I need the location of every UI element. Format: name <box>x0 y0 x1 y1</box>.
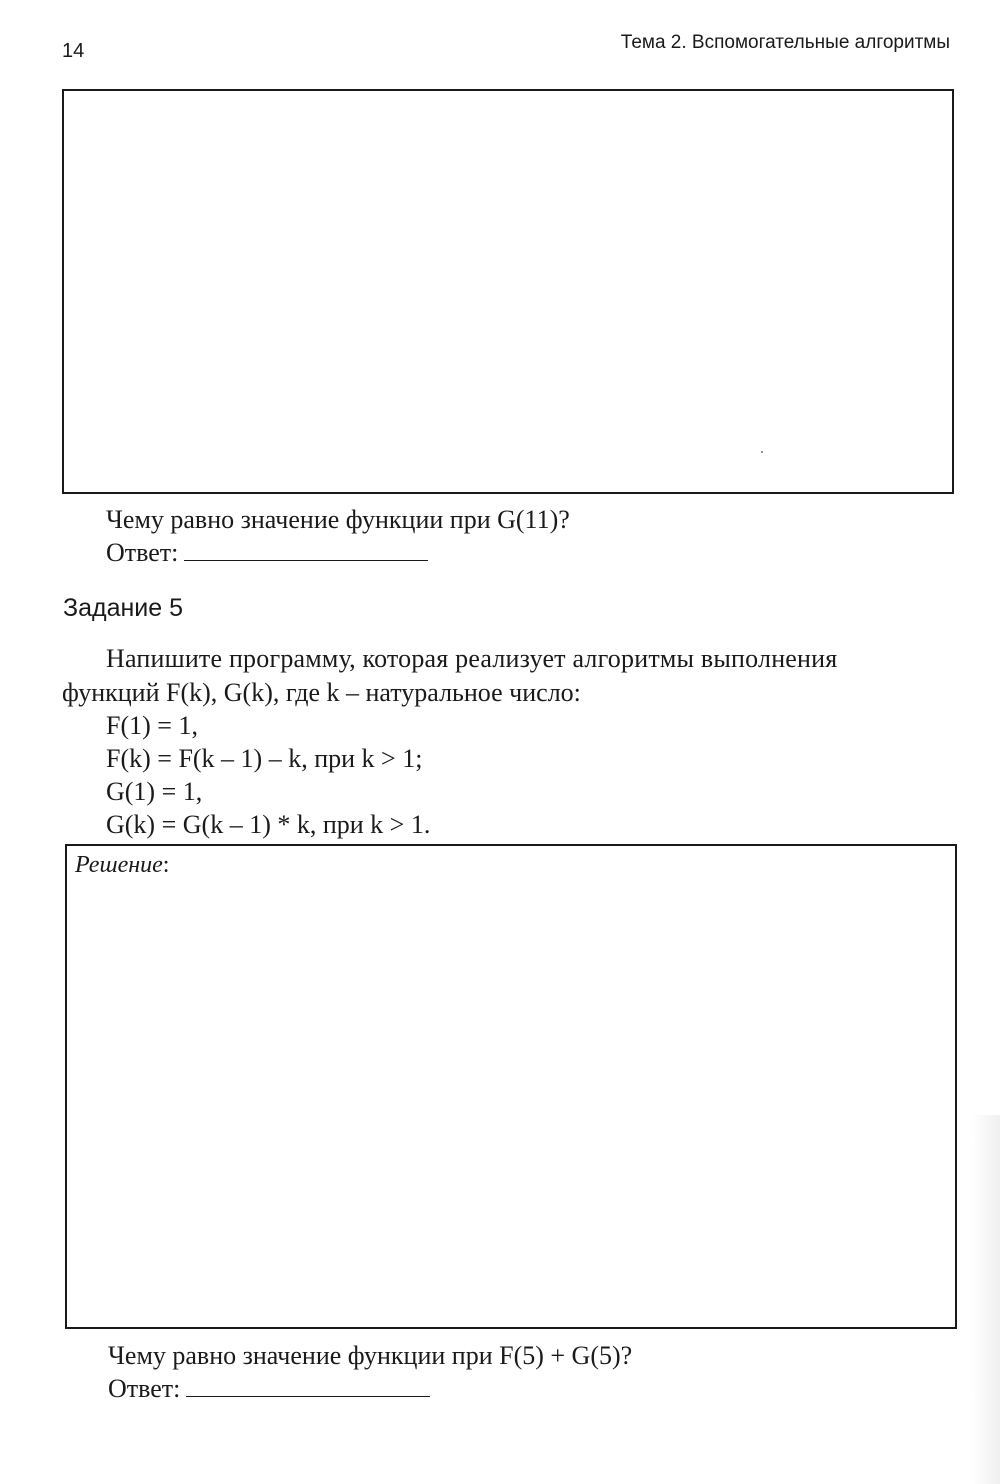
task5-heading: Задание 5 <box>63 594 184 622</box>
task5-intro-line1: Напишите программу, которая реализует алгоритмы выполнения <box>106 644 838 673</box>
task4-question: Чему равно значение функции при G(11)? <box>106 505 570 534</box>
stray-dot <box>761 451 763 453</box>
task4-answer-blank[interactable] <box>184 542 428 561</box>
formula-gk: G(k) = G(k – 1) * k, при k > 1. <box>106 810 431 839</box>
task5-answer-blank[interactable] <box>186 1378 430 1397</box>
task5-question: Чему равно значение функции при F(5) + G(5)? <box>108 1341 633 1370</box>
task4-answer-label: Ответ: <box>106 538 179 567</box>
page-edge-shadow <box>972 1115 1000 1484</box>
solution-label: Решение: <box>75 852 170 878</box>
solution-box-task5[interactable] <box>65 844 957 1329</box>
formula-g1: G(1) = 1, <box>106 777 203 806</box>
task5-intro-line2: функций F(k), G(k), где k – натуральное число: <box>62 678 581 707</box>
solution-box-task4[interactable] <box>62 89 954 494</box>
task5-answer-row <box>108 1374 430 1404</box>
formula-fk: F(k) = F(k – 1) – k, при k > 1; <box>106 744 423 773</box>
formula-f1: F(1) = 1, <box>106 711 198 740</box>
page-number: 14 <box>62 40 85 62</box>
task5-answer-label: Ответ: <box>108 1374 181 1403</box>
task4-answer-row <box>106 538 428 568</box>
running-head: Тема 2. Вспомогательные алгоритмы <box>620 32 950 53</box>
